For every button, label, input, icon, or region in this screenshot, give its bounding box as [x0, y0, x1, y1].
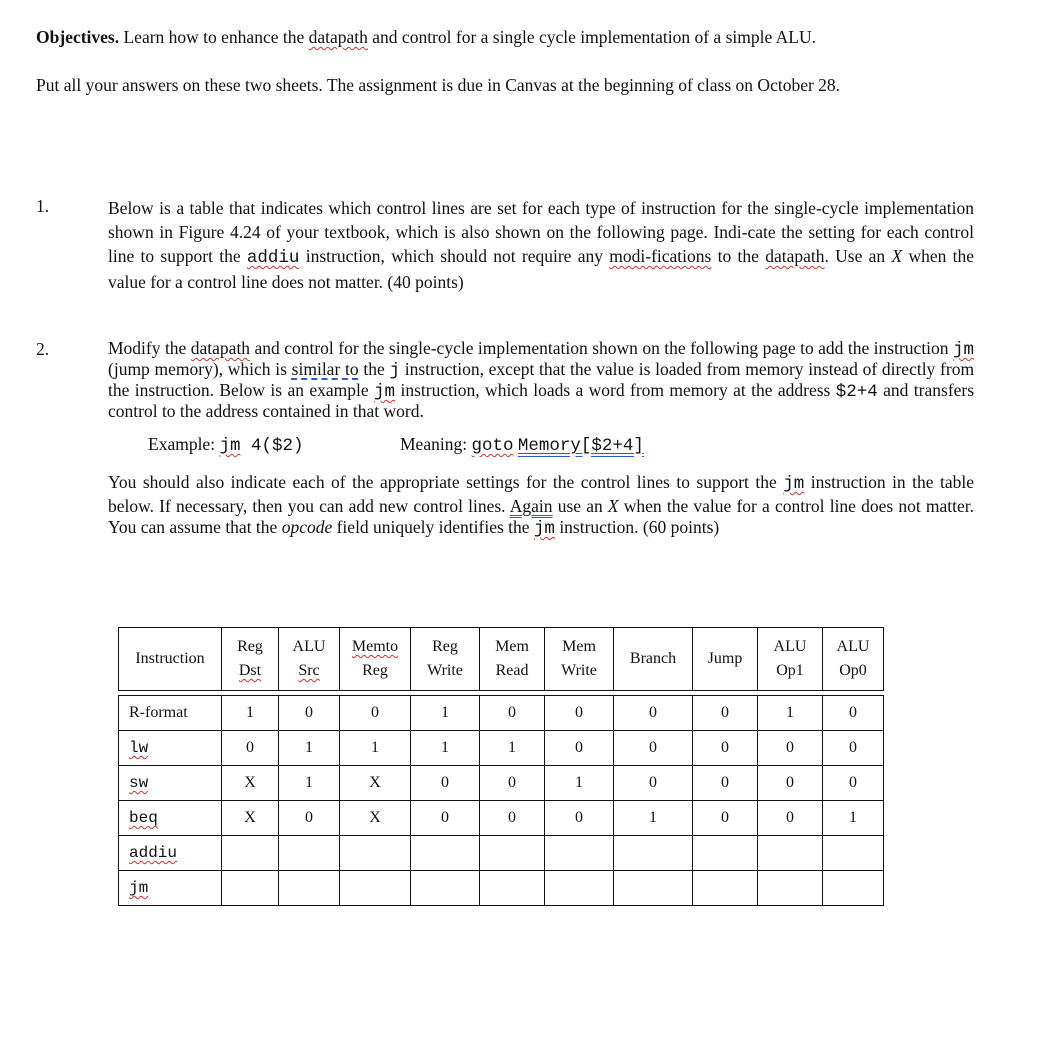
- empty-answer-cell[interactable]: [758, 836, 823, 871]
- empty-answer-cell[interactable]: [823, 836, 884, 871]
- control-value-cell: 0: [279, 801, 340, 836]
- control-value-cell: 0: [693, 696, 758, 731]
- q2-text: Modify the datapath and control for the single-cycle implementation shown on the following page to add the instruction jm (jump memory), which is similar to the j instruction, except that the value is loaded from memory instead of directly from the instruction. Below is an example jm instruction, which loads a word from memory at the address $2+4 and transfers control to the address contained in that word.: [108, 338, 975, 421]
- empty-answer-cell[interactable]: [758, 871, 823, 906]
- empty-answer-cell[interactable]: [693, 836, 758, 871]
- instruction-cell: sw: [119, 766, 222, 801]
- empty-answer-cell[interactable]: [222, 836, 279, 871]
- control-value-cell: X: [222, 766, 279, 801]
- empty-answer-cell[interactable]: [340, 871, 411, 906]
- control-value-cell: 0: [693, 766, 758, 801]
- empty-answer-cell[interactable]: [340, 836, 411, 871]
- control-value-cell: 0: [614, 696, 693, 731]
- control-value-cell: X: [222, 801, 279, 836]
- control-value-cell: 1: [758, 696, 823, 731]
- instruction-cell: lw: [119, 731, 222, 766]
- control-value-cell: 1: [480, 731, 545, 766]
- control-value-cell: 0: [545, 696, 614, 731]
- q2-number: 2.: [36, 339, 50, 359]
- control-table: [118, 627, 884, 906]
- control-value-cell: 0: [693, 801, 758, 836]
- control-value-cell: 0: [545, 801, 614, 836]
- empty-answer-cell[interactable]: [693, 871, 758, 906]
- control-value-cell: 0: [480, 766, 545, 801]
- control-value-cell: X: [340, 801, 411, 836]
- control-value-cell: 0: [222, 731, 279, 766]
- instructions-line: Put all your answers on these two sheets. The assignment is due in Canvas at the beginning of class on October 28.: [36, 75, 841, 95]
- empty-answer-cell[interactable]: [823, 871, 884, 906]
- control-value-cell: 0: [823, 766, 884, 801]
- table-row: [119, 836, 884, 871]
- empty-answer-cell[interactable]: [411, 871, 480, 906]
- control-value-cell: 1: [340, 731, 411, 766]
- control-value-cell: 1: [222, 696, 279, 731]
- control-value-cell: 0: [411, 801, 480, 836]
- control-value-cell: 0: [340, 696, 411, 731]
- table-row: [119, 871, 884, 906]
- control-value-cell: 1: [279, 766, 340, 801]
- q2-paragraph-2: You should also indicate each of the appropriate settings for the control lines to support the jm instruction in the table below. If necessary, then you can add new control lines. Again use an X when the value for a control line does not matter. You can assume that the opcode field uniquely identifies the jm instruction. (60 points): [108, 472, 975, 539]
- control-value-cell: 1: [614, 801, 693, 836]
- empty-answer-cell[interactable]: [614, 836, 693, 871]
- instruction-cell: jm: [119, 871, 222, 906]
- header-alusrc: ALU Src: [279, 628, 340, 691]
- control-value-cell: 0: [758, 766, 823, 801]
- example-line: Example: jm 4($2): [148, 434, 304, 456]
- empty-answer-cell[interactable]: [411, 836, 480, 871]
- header-jump: Jump: [693, 628, 758, 691]
- empty-answer-cell[interactable]: [279, 836, 340, 871]
- objectives-line: Objectives. Learn how to enhance the datapath and control for a single cycle implementation of a simple ALU.: [36, 27, 816, 47]
- control-value-cell: 1: [545, 766, 614, 801]
- header-memtoreg: Memto Reg: [340, 628, 411, 691]
- empty-answer-cell[interactable]: [222, 871, 279, 906]
- control-value-cell: 0: [758, 801, 823, 836]
- control-value-cell: 0: [823, 731, 884, 766]
- header-aluop0: ALU Op0: [823, 628, 884, 691]
- control-value-cell: 0: [614, 731, 693, 766]
- header-instruction: Instruction: [119, 628, 222, 691]
- empty-answer-cell[interactable]: [480, 836, 545, 871]
- table-row: [119, 696, 884, 731]
- empty-answer-cell[interactable]: [614, 871, 693, 906]
- empty-answer-cell[interactable]: [545, 836, 614, 871]
- instruction-cell: R-format: [119, 696, 222, 731]
- table-header-row: [119, 628, 884, 691]
- table-row: [119, 731, 884, 766]
- empty-answer-cell[interactable]: [480, 871, 545, 906]
- q1-text: Below is a table that indicates which control lines are set for each type of instruction for the single-cycle implementation shown in Figure 4.24 of your textbook, which is also shown on the following page. Indi-cate the setting for each control line to support the addiu instruction, which should not require any modi-fications to the datapath. Use an X when the value for a control line does not matter. (40 points): [108, 198, 975, 292]
- control-value-cell: 1: [411, 731, 480, 766]
- header-memwrite: Mem Write: [545, 628, 614, 691]
- instruction-cell: beq: [119, 801, 222, 836]
- empty-answer-cell[interactable]: [279, 871, 340, 906]
- control-value-cell: X: [340, 766, 411, 801]
- empty-answer-cell[interactable]: [545, 871, 614, 906]
- control-value-cell: 0: [693, 731, 758, 766]
- objectives-label: Objectives.: [36, 27, 120, 47]
- header-branch: Branch: [614, 628, 693, 691]
- header-regwrite: Reg Write: [411, 628, 480, 691]
- control-value-cell: 0: [758, 731, 823, 766]
- control-value-cell: 1: [411, 696, 480, 731]
- control-value-cell: 0: [480, 696, 545, 731]
- meaning-line: Meaning: goto Memory[$2+4]: [400, 434, 644, 456]
- control-value-cell: 0: [614, 766, 693, 801]
- table-row: [119, 766, 884, 801]
- header-memread: Mem Read: [480, 628, 545, 691]
- header-aluop1: ALU Op1: [758, 628, 823, 691]
- control-value-cell: 0: [823, 696, 884, 731]
- header-regdst: Reg Dst: [222, 628, 279, 691]
- q1-number: 1.: [36, 196, 50, 216]
- control-value-cell: 0: [480, 801, 545, 836]
- control-value-cell: 0: [411, 766, 480, 801]
- table-row: [119, 801, 884, 836]
- control-value-cell: 1: [823, 801, 884, 836]
- control-value-cell: 0: [279, 696, 340, 731]
- instruction-cell: addiu: [119, 836, 222, 871]
- control-value-cell: 0: [545, 731, 614, 766]
- control-value-cell: 1: [279, 731, 340, 766]
